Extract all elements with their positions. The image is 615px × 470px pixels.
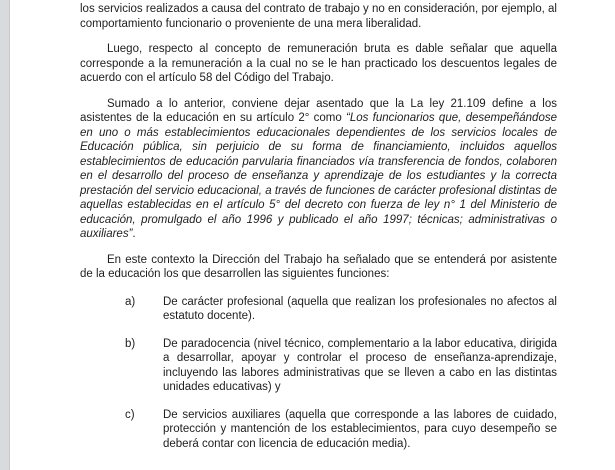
page-edge-strip [0,0,10,470]
paragraph-ley-21109-quote: “Los funcionarios que, desempeñándose en uno o más establecimientos educacionales dependientes de los servicios locales de Educación pública, sin perjuicio de su forma de financiamiento, incluidos aquellos establecimientos de educación parvularia financiados vía transferencia de fondos, colaboren en el desarrollo del proceso de enseñanza y aprendizaje de los estudiantes y la correcta prestación del servicio educacional, a través de funciones de carácter profesional distintas de aquellas establecidas en el artículo 5° del decreto con fuerza de ley n° 1 del Ministerio de educación, promulgado el año 1996 y publicado el año 1997; técnicas; administrativas o auxiliares” [80,112,557,240]
list-item-c-text: De servicios auxiliares (aquella que corresponde a las labores de cuidado, protección y mantención de los establecimientos, para cuyo desempeño se deberá contar con licencia de educación media). [163,408,557,450]
list-item-b-text: De paradocencia (nivel técnico, complementario a la labor educativa, dirigida a desarrollar, apoyar y controlar el proceso de enseñanza-aprendizaje, incluyendo las labores administrativas que se lleven a cabo en las distintas unidades educativas) y [163,337,557,393]
paragraph-remuneracion-bruta: Luego, respecto al concepto de remuneración bruta es dable señalar que aquella corresponde a la remuneración a la cual no se le han practicado los descuentos legales de acuerdo con el artículo 58 del Código del Trabajo. [80,43,557,84]
paragraph-ley-21109-lead: Sumado a lo anterior, conviene dejar asentado que la La ley 21.109 define a los asistentes de la educación en su artículo 2° como [80,97,557,124]
paragraph-contrato-trabajo: los servicios realizados a causa del contrato de trabajo y no en consideración, por ejemplo, al comportamiento funcionario o proveniente de una mera liberalidad. [80,3,557,30]
list-item-b-label: b) [125,337,136,350]
list-item-c [125,408,557,452]
document-page [80,0,557,464]
paragraph-direccion-del-trabajo: En este contexto la Dirección del Trabajo ha señalado que se entenderá por asistente de la educación los que desarrollen las siguientes funciones: [80,253,557,280]
list-item-c-label: c) [125,408,135,421]
list-item-a-text: De carácter profesional (aquella que realizan los profesionales no afectos al estatuto docente). [163,295,557,322]
list-item-a-label: a) [125,295,136,308]
paragraph-ley-21109-tail: . [132,228,136,240]
list-item-b [125,337,557,395]
functions-list [80,295,557,452]
paragraph-ley-21109 [80,97,557,242]
list-item-a [125,295,557,324]
